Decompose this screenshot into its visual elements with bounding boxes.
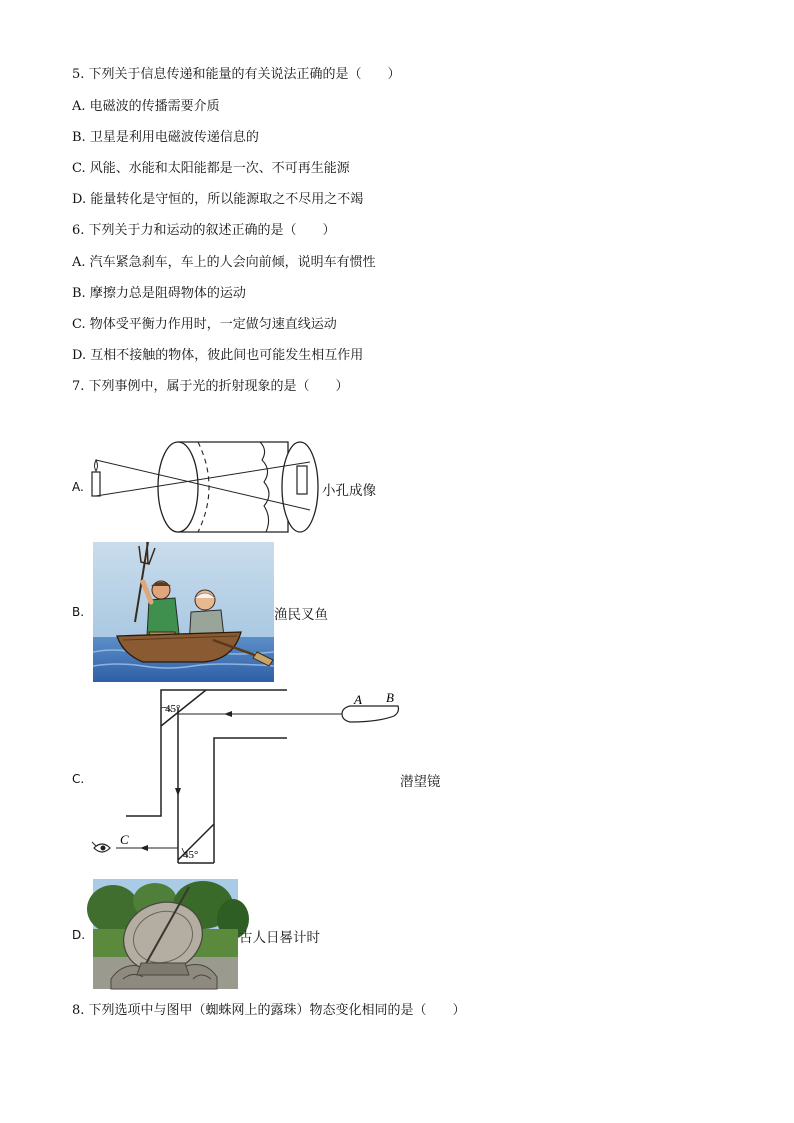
question-7-stem: 7. 下列事例中，属于光的折射现象的是（ ） (72, 379, 349, 394)
question-7-option-c-caption: 潜望镜 (400, 774, 441, 790)
question-7-option-c-letter: C. (72, 772, 85, 786)
question-7-option-d-caption: 古人日晷计时 (239, 930, 320, 946)
periscope-angle-top: 45° (165, 703, 181, 715)
periscope-angle-bottom: 45° (183, 849, 199, 861)
question-8-stem: 8. 下列选项中与图甲（蜘蛛网上的露珠）物态变化相同的是（ ） (72, 1003, 466, 1018)
question-6-stem: 6. 下列关于力和运动的叙述正确的是（ ） (72, 223, 336, 238)
sundial-photo-icon (93, 879, 238, 989)
question-6-option-d: D. 互相不接触的物体，彼此间也可能发生相互作用 (72, 348, 364, 363)
question-7-option-d-letter: D. (72, 928, 86, 942)
question-5-option-b: B. 卫星是利用电磁波传递信息的 (72, 130, 259, 145)
periscope-label-c: C (120, 832, 129, 847)
question-7-option-a-caption: 小孔成像 (322, 483, 376, 499)
question-7-option-a-letter: A. (72, 480, 84, 494)
question-5-option-a: A. 电磁波的传播需要介质 (72, 99, 220, 114)
periscope-label-b: B (386, 690, 394, 705)
fisherman-spearing-icon (93, 542, 274, 682)
periscope-label-a: A (354, 692, 362, 707)
question-5-option-c: C. 风能、水能和太阳能都是一次、不可再生能源 (72, 161, 350, 176)
question-6-option-a: A. 汽车紧急刹车，车上的人会向前倾，说明车有惯性 (72, 255, 376, 270)
periscope-diagram-icon (88, 684, 404, 866)
question-7-option-b-letter: B. (72, 605, 85, 619)
question-6-option-c: C. 物体受平衡力作用时，一定做匀速直线运动 (72, 317, 337, 332)
question-5-stem: 5. 下列关于信息传递和能量的有关说法正确的是（ ） (72, 67, 401, 82)
question-5-option-d: D. 能量转化是守恒的，所以能源取之不尽用之不竭 (72, 192, 364, 207)
question-6-option-b: B. 摩擦力总是阻碍物体的运动 (72, 286, 246, 301)
question-7-option-b-caption: 渔民叉鱼 (274, 607, 328, 623)
pinhole-camera-icon (88, 438, 323, 536)
